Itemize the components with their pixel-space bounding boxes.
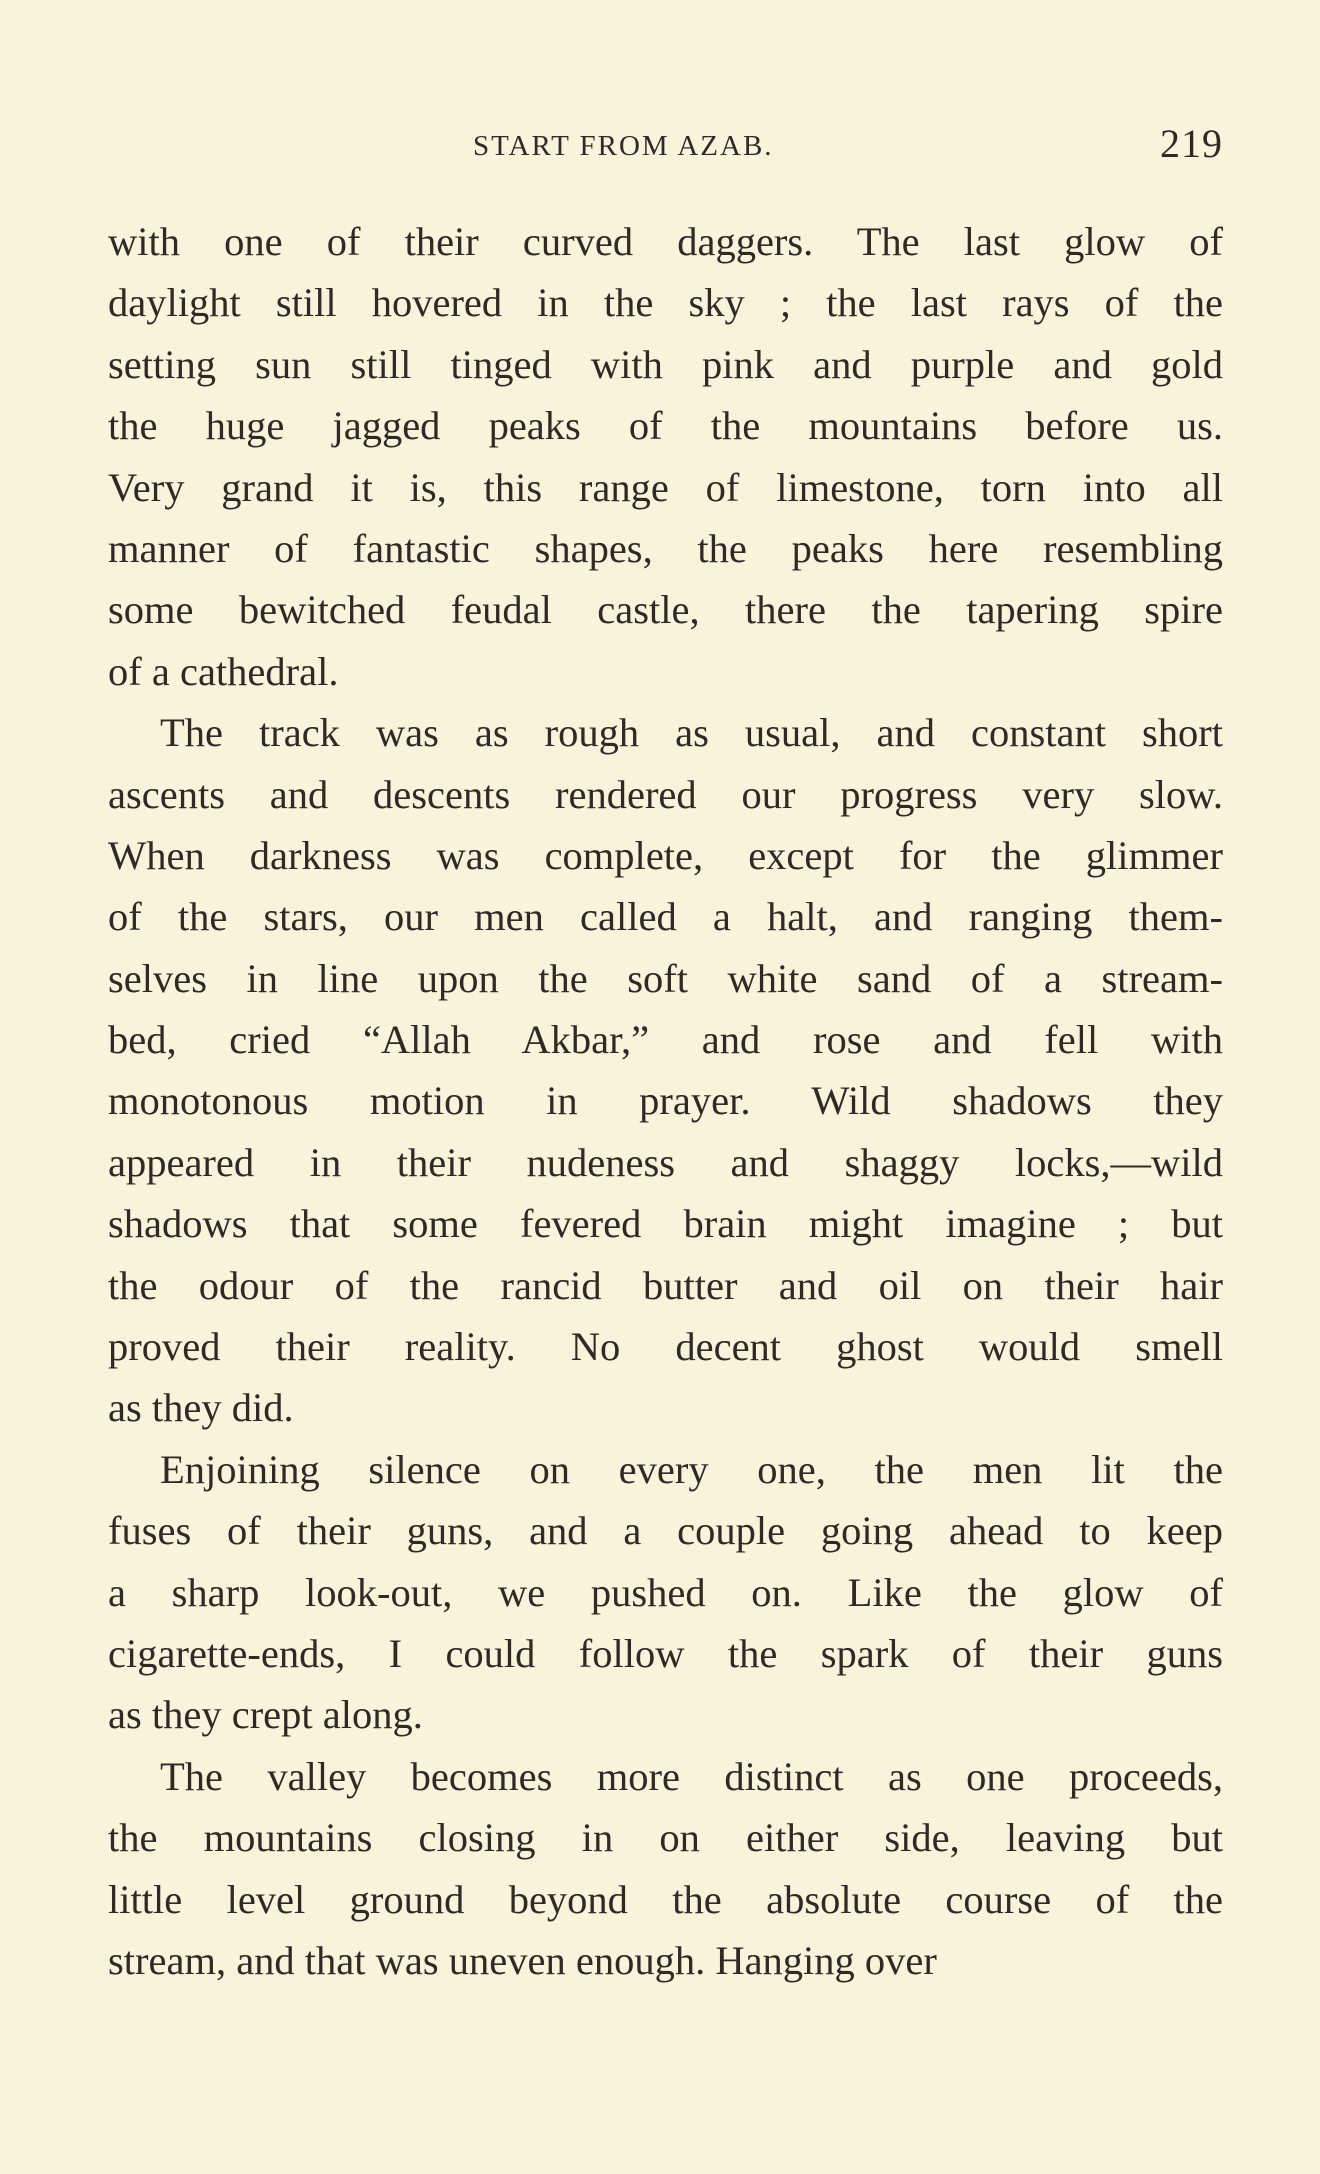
- text-line: When darkness was complete, except for the glimmer: [108, 832, 1223, 878]
- text-line: as they crept along.: [108, 1692, 423, 1738]
- text-line: bed, cried “Allah Akbar,” and rose and fell with: [108, 1017, 1223, 1063]
- text-line: some bewitched feudal castle, there the tapering spire: [108, 587, 1223, 633]
- text-line: appeared in their nudeness and shaggy locks,—wild: [108, 1139, 1223, 1185]
- text-line: the huge jagged peaks of the mountains before us.: [108, 403, 1223, 449]
- text-line: Enjoining silence on every one, the men lit the: [160, 1446, 1223, 1492]
- paragraph: [108, 1746, 1223, 1992]
- text-line: fuses of their guns, and a couple going ahead to keep: [108, 1508, 1223, 1554]
- page-number: 219: [1160, 121, 1223, 166]
- text-line: shadows that some fevered brain might imagine ; but: [108, 1201, 1223, 1247]
- paragraph: [108, 702, 1223, 1439]
- text-line: proved their reality. No decent ghost would smell: [108, 1324, 1223, 1370]
- body-text: [108, 211, 1223, 1991]
- text-line: the odour of the rancid butter and oil on their hair: [108, 1262, 1223, 1308]
- running-title: START FROM AZAB.: [473, 130, 774, 162]
- text-line: ascents and descents rendered our progress very slow.: [108, 771, 1223, 817]
- text-line: manner of fantastic shapes, the peaks here resembling: [108, 525, 1223, 571]
- text-line: cigarette-ends, I could follow the spark of their guns: [108, 1630, 1223, 1676]
- text-line: daylight still hovered in the sky ; the last rays of the: [108, 280, 1223, 326]
- text-line: little level ground beyond the absolute course of the: [108, 1876, 1223, 1922]
- text-line: The track was as rough as usual, and constant short: [160, 710, 1223, 756]
- text-line: selves in line upon the soft white sand of a stream-: [108, 955, 1223, 1001]
- paragraph: [108, 1439, 1223, 1746]
- text-line: The valley becomes more distinct as one proceeds,: [160, 1753, 1223, 1799]
- text-line: as they did.: [108, 1385, 294, 1431]
- paragraph: [108, 211, 1223, 702]
- text-line: with one of their curved daggers. The last glow of: [108, 219, 1223, 264]
- text-line: the mountains closing in on either side, leaving but: [108, 1815, 1223, 1861]
- text-line: a sharp look-out, we pushed on. Like the glow of: [108, 1569, 1223, 1615]
- text-line: stream, and that was uneven enough. Hanging over: [108, 1937, 937, 1983]
- text-line: of a cathedral.: [108, 648, 339, 694]
- text-line: of the stars, our men called a halt, and ranging them-: [108, 894, 1223, 940]
- text-line: monotonous motion in prayer. Wild shadows they: [108, 1078, 1223, 1124]
- text-line: setting sun still tinged with pink and purple and gold: [108, 341, 1223, 387]
- text-line: Very grand it is, this range of limestone, torn into all: [108, 464, 1223, 510]
- running-head: [108, 120, 1223, 180]
